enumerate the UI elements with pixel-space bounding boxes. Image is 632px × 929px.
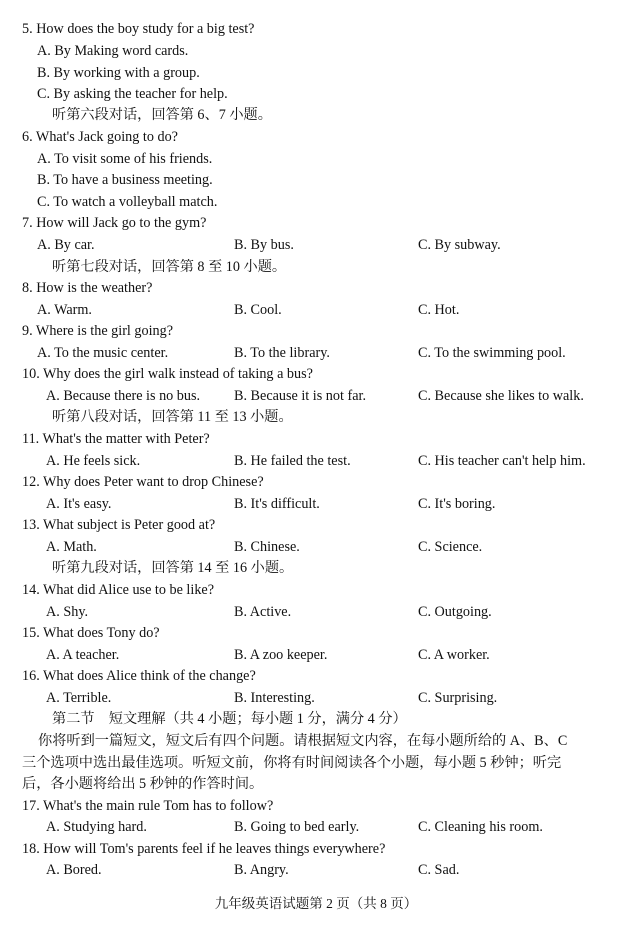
option-18a: A. Bored.	[46, 862, 102, 878]
option-17b: B. Going to bed early.	[234, 819, 360, 835]
option-11a: A. He feels sick.	[46, 453, 141, 469]
option-7b: B. By bus.	[234, 237, 294, 253]
page-footer: 九年级英语试题第 2 页（共 8 页）	[214, 896, 418, 911]
question-15: 15. What does Tony do?	[22, 625, 160, 641]
options-8	[37, 299, 620, 321]
option-13a: A. Math.	[46, 539, 97, 555]
option-8b: B. Cool.	[234, 302, 282, 318]
question-11: 11. What's the matter with Peter?	[22, 431, 210, 447]
option-13c: C. Science.	[418, 539, 483, 555]
option-9b: B. To the library.	[234, 345, 330, 361]
option-16b: B. Interesting.	[234, 690, 315, 706]
option-16a: A. Terrible.	[46, 690, 112, 706]
option-17c: C. Cleaning his room.	[418, 819, 543, 835]
option-9c: C. To the swimming pool.	[418, 345, 566, 361]
option-7a: A. By car.	[37, 237, 95, 253]
option-11c: C. His teacher can't help him.	[418, 453, 586, 469]
section-instruction-9: 听第九段对话，回答第 14 至 16 小题。	[52, 560, 294, 576]
options-10	[46, 385, 620, 407]
option-14c: C. Outgoing.	[418, 604, 492, 620]
options-14	[46, 601, 620, 623]
question-10: 10. Why does the girl walk instead of taking a bus?	[22, 366, 313, 382]
section-2-instructions-line-3: 后，各小题将给出 5 秒钟的作答时间。	[22, 776, 264, 792]
section-2-instructions-line-2: 三个选项中选出最佳选项。听短文前，你将有时间阅读各个小题，每小题 5 秒钟；听完	[22, 755, 562, 771]
option-9a: A. To the music center.	[37, 345, 169, 361]
option-12c: C. It's boring.	[418, 496, 496, 512]
option-13b: B. Chinese.	[234, 539, 300, 555]
option-18b: B. Angry.	[234, 862, 289, 878]
option-10b: B. Because it is not far.	[234, 388, 366, 404]
question-5: 5. How does the boy study for a big test?	[22, 21, 255, 37]
question-12: 12. Why does Peter want to drop Chinese?	[22, 474, 264, 490]
options-13	[46, 536, 620, 558]
option-12b: B. It's difficult.	[234, 496, 320, 512]
question-14: 14. What did Alice use to be like?	[22, 582, 215, 598]
option-11b: B. He failed the test.	[234, 453, 351, 469]
question-17: 17. What's the main rule Tom has to follow?	[22, 798, 274, 814]
section-instruction-8: 听第八段对话，回答第 11 至 13 小题。	[52, 409, 293, 425]
options-18	[46, 859, 620, 881]
question-7: 7. How will Jack go to the gym?	[22, 215, 207, 231]
options-7	[37, 234, 620, 256]
question-13: 13. What subject is Peter good at?	[22, 517, 216, 533]
options-9	[37, 342, 620, 364]
section-instruction-7: 听第七段对话，回答第 8 至 10 小题。	[52, 259, 287, 275]
option-8c: C. Hot.	[418, 302, 460, 318]
option-8a: A. Warm.	[37, 302, 92, 318]
option-15c: C. A worker.	[418, 647, 490, 663]
question-16: 16. What does Alice think of the change?	[22, 668, 256, 684]
option-18c: C. Sad.	[418, 862, 460, 878]
options-17	[46, 816, 620, 838]
option-5a: A. By Making word cards.	[37, 43, 189, 59]
question-18: 18. How will Tom's parents feel if he leaves things everywhere?	[22, 841, 386, 857]
options-15	[46, 644, 620, 666]
option-7c: C. By subway.	[418, 237, 501, 253]
option-10a: A. Because there is no bus.	[46, 388, 201, 404]
option-16c: C. Surprising.	[418, 690, 498, 706]
option-14b: B. Active.	[234, 604, 292, 620]
option-15a: A. A teacher.	[46, 647, 120, 663]
option-10c: C. Because she likes to walk.	[418, 388, 584, 404]
section-instruction-6: 听第六段对话，回答第 6、7 小题。	[52, 107, 272, 123]
option-12a: A. It's easy.	[46, 496, 112, 512]
options-11	[46, 450, 620, 472]
option-6a: A. To visit some of his friends.	[37, 151, 213, 167]
question-8: 8. How is the weather?	[22, 280, 153, 296]
options-12	[46, 493, 620, 515]
section-2-instructions-line-1: 你将听到一篇短文，短文后有四个问题。请根据短文内容，在每小题所给的 A、B、C	[38, 733, 568, 749]
option-14a: A. Shy.	[46, 604, 89, 620]
option-6b: B. To have a business meeting.	[37, 172, 213, 188]
option-5b: B. By working with a group.	[37, 65, 200, 81]
question-9: 9. Where is the girl going?	[22, 323, 174, 339]
question-6: 6. What's Jack going to do?	[22, 129, 178, 145]
options-16	[46, 687, 620, 709]
section-2-heading: 第二节 短文理解（共 4 小题；每小题 1 分，满分 4 分）	[52, 711, 407, 727]
option-6c: C. To watch a volleyball match.	[37, 194, 218, 210]
option-17a: A. Studying hard.	[46, 819, 147, 835]
option-15b: B. A zoo keeper.	[234, 647, 328, 663]
option-5c: C. By asking the teacher for help.	[37, 86, 228, 102]
